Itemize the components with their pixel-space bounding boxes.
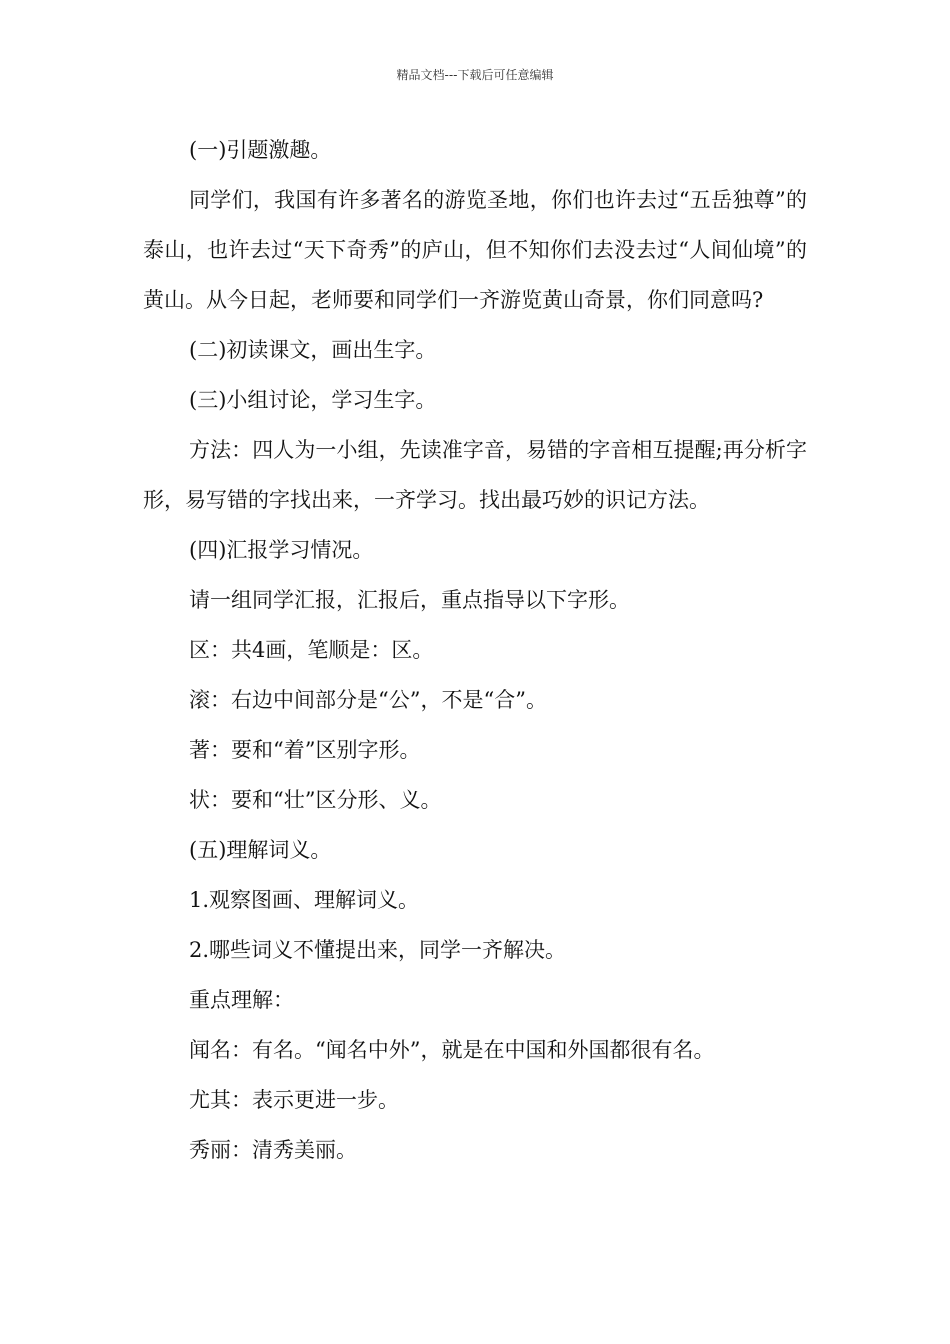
term-wenming: 闻名：有名。“闻名中外”，就是在中国和外国都很有名。 <box>189 1038 715 1062</box>
section-heading-1: (一)引题激趣。 <box>189 138 332 162</box>
list-item-2: 2.哪些词义不懂提出来，同学一齐解决。 <box>189 938 567 962</box>
paragraph-method: 方法：四人为一小组，先读准字音，易错的字音相互提醒;再分析字形，易写错的字找出来，一齐学习。找出最巧妙的识记方法。 <box>143 438 807 512</box>
paragraph-report: 请一组同学汇报，汇报后，重点指导以下字形。 <box>189 588 630 612</box>
term-youqi: 尤其：表示更进一步。 <box>189 1088 399 1112</box>
character-note-zhuang: 状：要和“壮”区分形、义。 <box>189 788 442 812</box>
term-xiuli: 秀丽：清秀美丽。 <box>189 1138 357 1162</box>
body-text <box>143 125 807 1175</box>
character-note-gun: 滚：右边中间部分是“公”，不是“合”。 <box>189 688 547 712</box>
character-note-zhu: 著：要和“着”区别字形。 <box>189 738 421 762</box>
key-terms-label: 重点理解： <box>189 988 294 1012</box>
page-header: 精品文档---下载后可任意编辑 <box>396 68 554 82</box>
paragraph-intro: 同学们，我国有许多著名的游览圣地，你们也许去过“五岳独尊”的泰山，也许去过“天下奇秀”的庐山，但不知你们去没去过“人间仙境”的黄山。从今日起，老师要和同学们一齐游览黄山奇景，你们同意吗? <box>143 188 807 312</box>
list-item-1: 1.观察图画、理解词义。 <box>189 888 420 912</box>
character-note-qu: 区：共4画，笔顺是：区。 <box>189 638 434 662</box>
section-heading-3: (三)小组讨论，学习生字。 <box>189 388 437 412</box>
section-heading-5: (五)理解词义。 <box>189 838 332 862</box>
section-heading-4: (四)汇报学习情况。 <box>189 538 374 562</box>
section-heading-2: (二)初读课文，画出生字。 <box>189 338 437 362</box>
